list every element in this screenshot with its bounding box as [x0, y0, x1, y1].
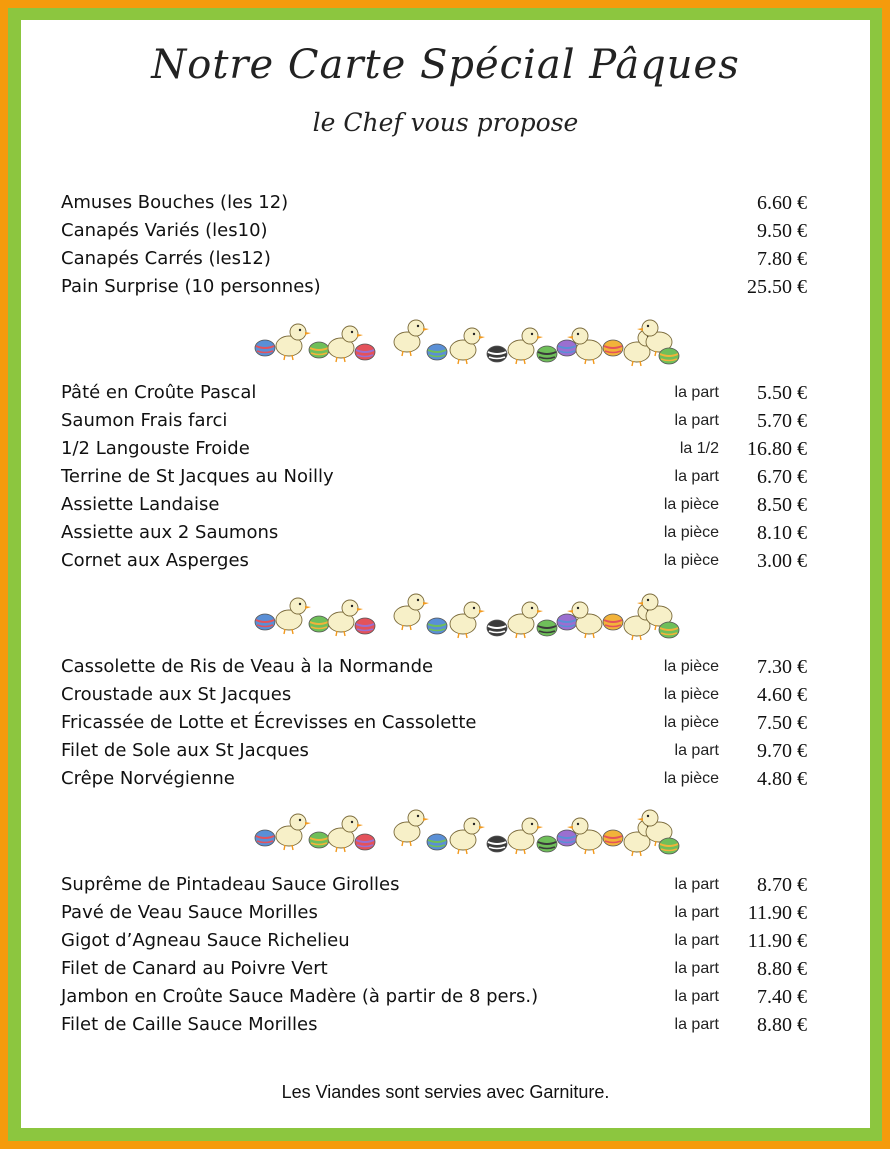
- item-price: 7.30 €: [757, 656, 807, 678]
- item-unit: la part: [674, 412, 719, 429]
- item-unit: la part: [674, 876, 719, 893]
- item-price: 4.80 €: [757, 768, 807, 790]
- item-name: Crêpe Norvégienne: [61, 768, 235, 789]
- item-unit: la part: [674, 932, 719, 949]
- item-price: 5.70 €: [757, 410, 807, 432]
- menu-item: [61, 874, 811, 900]
- menu-item: [61, 466, 811, 492]
- chicks-and-easter-eggs-icon: [241, 802, 681, 858]
- menu-item: [61, 740, 811, 766]
- menu-item: [61, 550, 811, 576]
- item-price: 8.50 €: [757, 494, 807, 516]
- item-unit: la pièce: [663, 686, 719, 703]
- menu-item: [61, 1014, 811, 1040]
- menu-item: [61, 712, 811, 738]
- item-price: 4.60 €: [757, 684, 807, 706]
- item-price: 16.80 €: [747, 438, 807, 460]
- item-name: Croustade aux St Jacques: [61, 684, 292, 705]
- item-unit: la pièce: [663, 552, 719, 569]
- menu-item: [61, 684, 811, 710]
- item-unit: la pièce: [663, 496, 719, 513]
- item-name: Pavé de Veau Sauce Morilles: [61, 902, 318, 923]
- item-price: 3.00 €: [757, 550, 807, 572]
- item-name: Cornet aux Asperges: [61, 550, 249, 571]
- chicks-and-easter-eggs-icon: [241, 312, 681, 368]
- item-price: 7.40 €: [757, 986, 807, 1008]
- item-name: Assiette aux 2 Saumons: [61, 522, 279, 543]
- item-name: Suprême de Pintadeau Sauce Girolles: [61, 874, 400, 895]
- menu-item: [61, 902, 811, 928]
- item-price: 8.80 €: [757, 958, 807, 980]
- menu-item: [61, 382, 811, 408]
- menu-item: [61, 930, 811, 956]
- item-name: Assiette Landaise: [61, 494, 220, 515]
- item-name: Amuses Bouches (les 12): [61, 192, 289, 213]
- menu-subtitle: le Chef vous propose: [312, 108, 579, 137]
- item-name: Cassolette de Ris de Veau à la Normande: [61, 656, 434, 677]
- item-price: 9.70 €: [757, 740, 807, 762]
- menu-item: [61, 220, 811, 246]
- item-price: 6.60 €: [757, 192, 807, 214]
- item-name: Canapés Carrés (les12): [61, 248, 271, 269]
- item-unit: la part: [674, 742, 719, 759]
- item-name: Filet de Caille Sauce Morilles: [61, 1014, 318, 1035]
- menu-item: [61, 522, 811, 548]
- menu-page: [21, 20, 870, 1128]
- menu-footer-note: Les Viandes sont servies avec Garniture.: [281, 1082, 610, 1102]
- item-name: Canapés Variés (les10): [61, 220, 268, 241]
- item-price: 25.50 €: [747, 276, 807, 298]
- item-price: 7.50 €: [757, 712, 807, 734]
- item-unit: la pièce: [663, 658, 719, 675]
- item-name: Jambon en Croûte Sauce Madère (à partir de 8 pers.): [61, 986, 539, 1007]
- menu-title: Notre Carte Spécial Pâques: [151, 42, 740, 88]
- item-name: Saumon Frais farci: [61, 410, 228, 431]
- menu-item: [61, 494, 811, 520]
- menu-item: [61, 438, 811, 464]
- item-price: 6.70 €: [757, 466, 807, 488]
- item-price: 8.80 €: [757, 1014, 807, 1036]
- item-price: 8.70 €: [757, 874, 807, 896]
- item-unit: la part: [674, 384, 719, 401]
- menu-item: [61, 768, 811, 794]
- item-name: Filet de Canard au Poivre Vert: [61, 958, 328, 979]
- item-name: Pain Surprise (10 personnes): [61, 276, 321, 297]
- menu-item: [61, 958, 811, 984]
- item-unit: la pièce: [663, 770, 719, 787]
- item-unit: la 1/2: [679, 440, 719, 457]
- menu-item: [61, 192, 811, 218]
- item-unit: la pièce: [663, 714, 719, 731]
- menu-item: [61, 276, 811, 302]
- item-name: Filet de Sole aux St Jacques: [61, 740, 309, 761]
- item-price: 9.50 €: [757, 220, 807, 242]
- item-price: 11.90 €: [747, 930, 807, 952]
- item-unit: la part: [674, 468, 719, 485]
- item-unit: la part: [674, 988, 719, 1005]
- item-name: Pâté en Croûte Pascal: [61, 382, 257, 403]
- menu-item: [61, 410, 811, 436]
- menu-item: [61, 248, 811, 274]
- menu-item: [61, 656, 811, 682]
- item-name: 1/2 Langouste Froide: [61, 438, 250, 459]
- item-name: Terrine de St Jacques au Noilly: [61, 466, 334, 487]
- item-unit: la pièce: [663, 524, 719, 541]
- item-unit: la part: [674, 1016, 719, 1033]
- item-price: 5.50 €: [757, 382, 807, 404]
- item-unit: la part: [674, 904, 719, 921]
- menu-item: [61, 986, 811, 1012]
- item-price: 7.80 €: [757, 248, 807, 270]
- item-unit: la part: [674, 960, 719, 977]
- item-price: 11.90 €: [747, 902, 807, 924]
- item-name: Gigot d’Agneau Sauce Richelieu: [61, 930, 350, 951]
- item-name: Fricassée de Lotte et Écrevisses en Cassolette: [61, 712, 477, 733]
- item-price: 8.10 €: [757, 522, 807, 544]
- chicks-and-easter-eggs-icon: [241, 586, 681, 642]
